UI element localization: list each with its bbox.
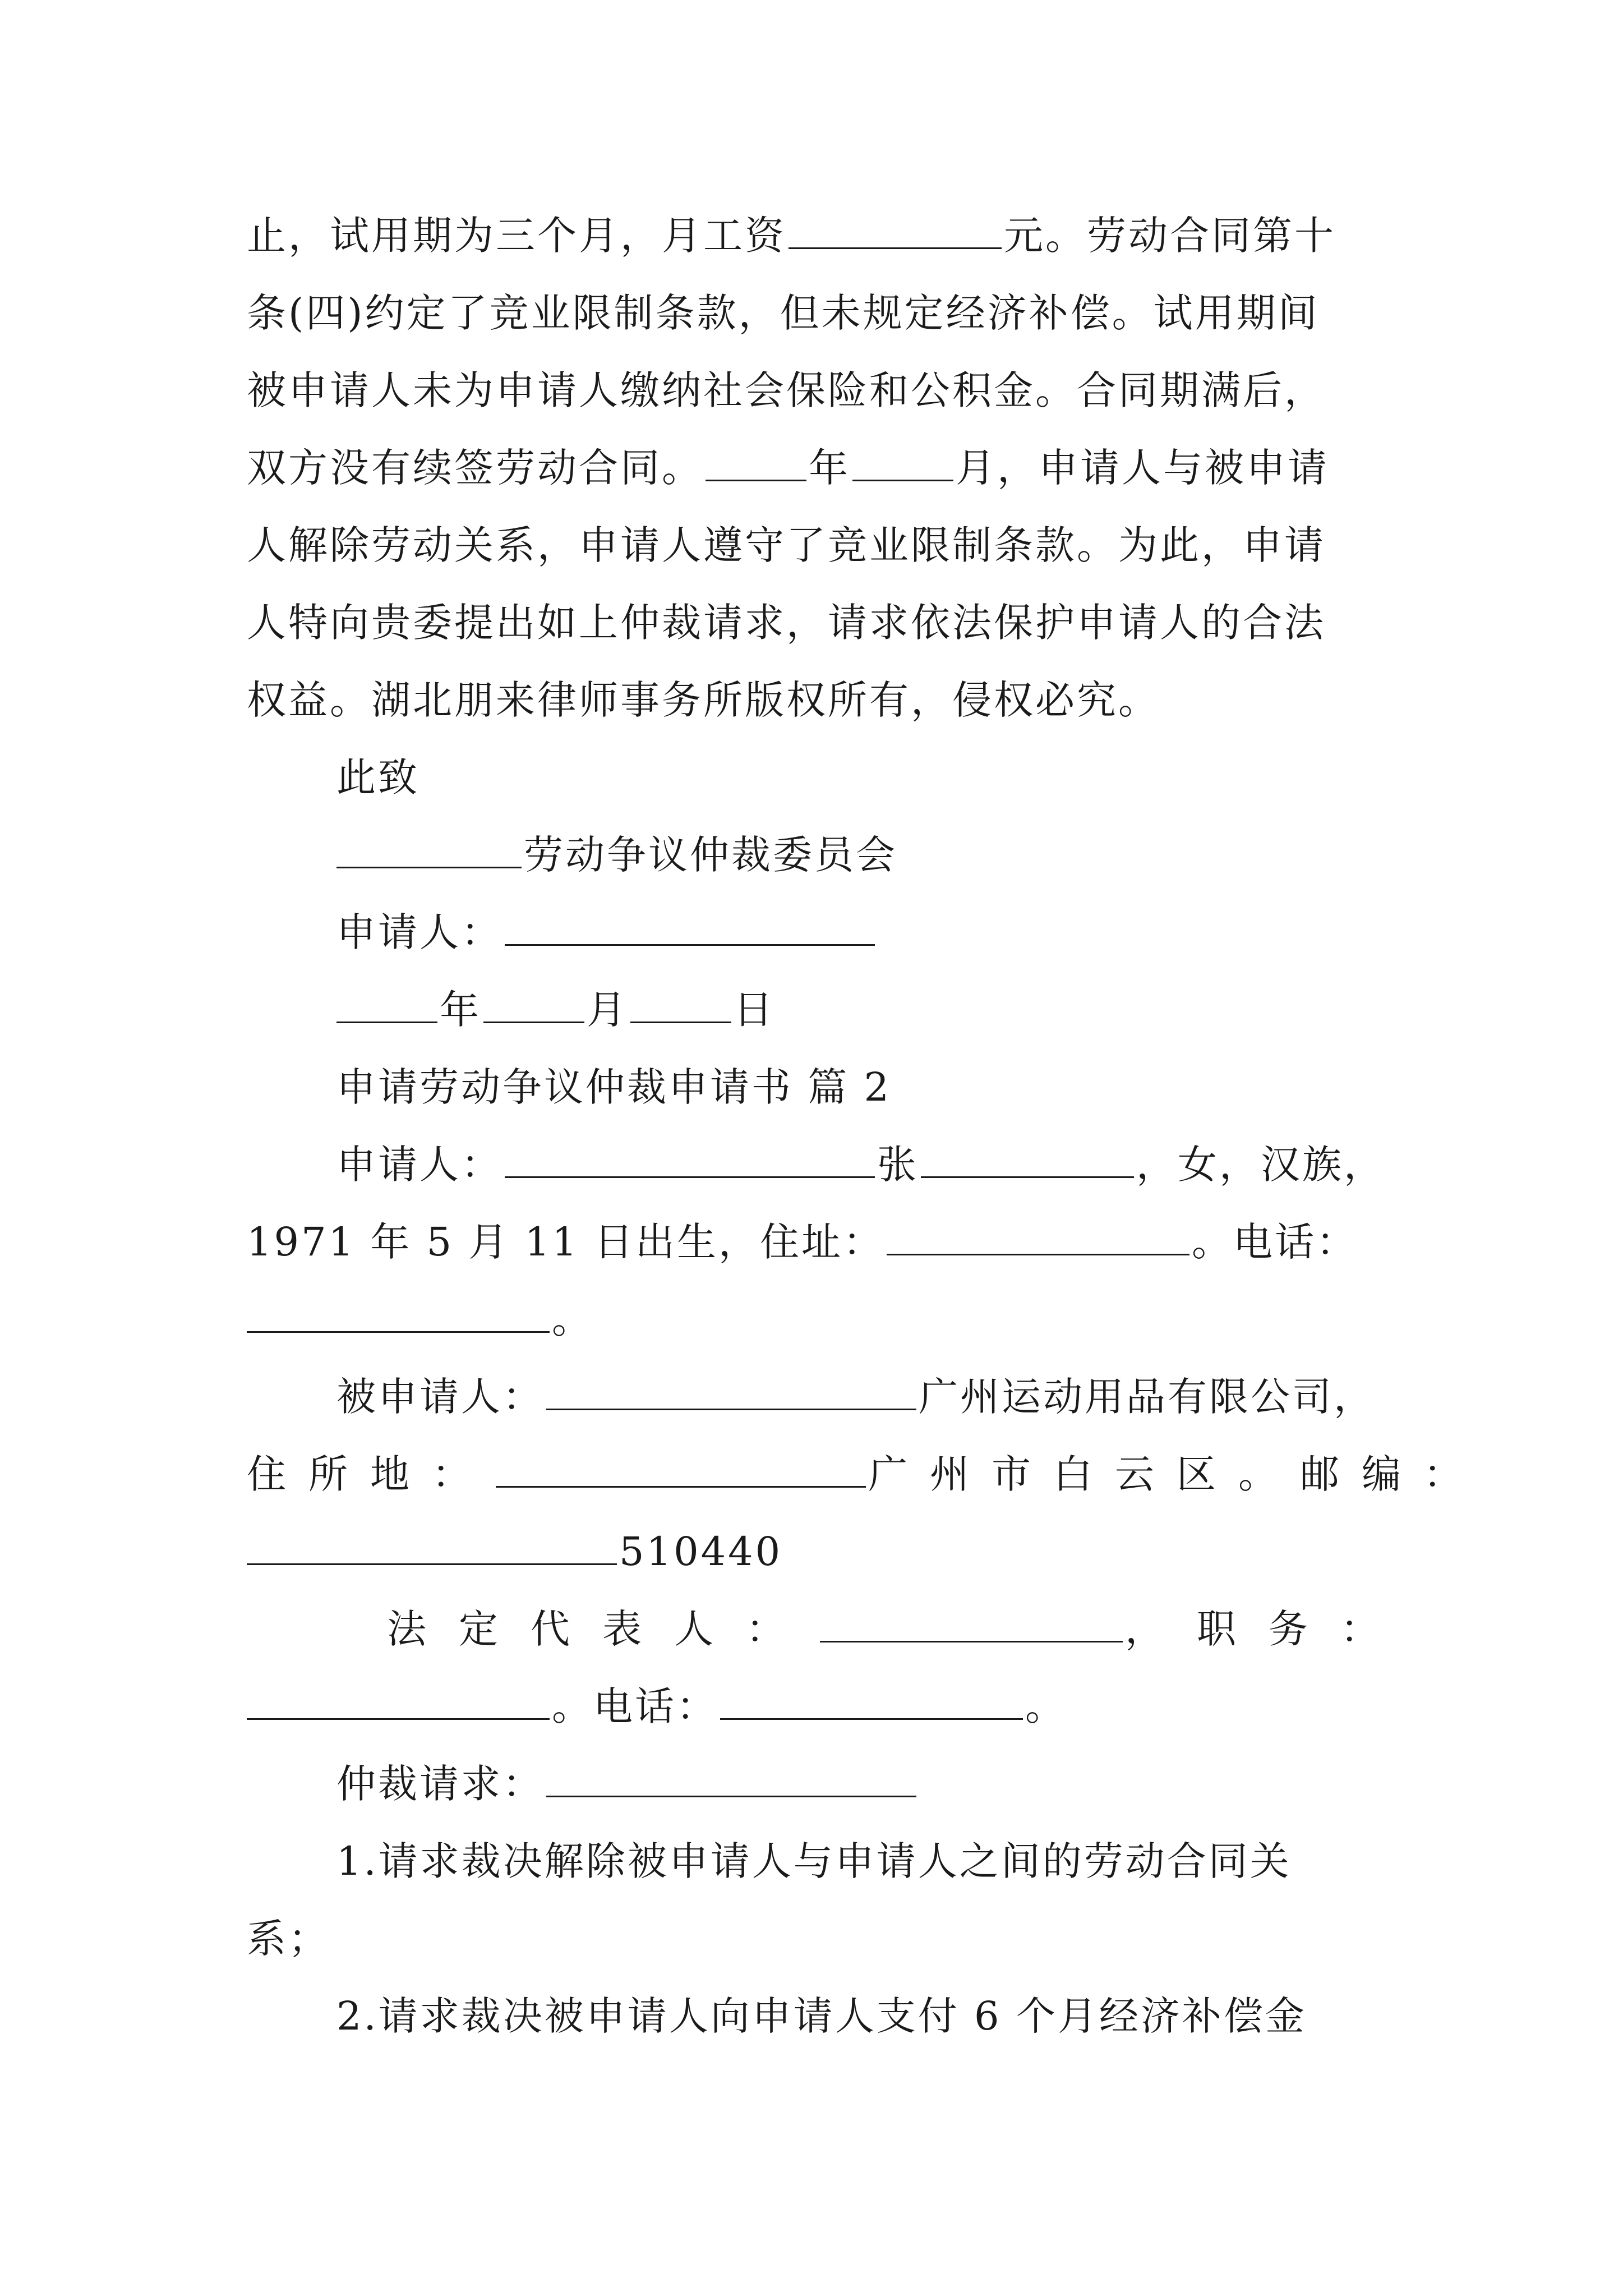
fill-blank [546,1761,916,1797]
fill-blank [852,445,953,481]
text-segment: 510440 [619,1529,783,1575]
text-segment: 劳动争议仲裁委员会 [524,832,897,878]
text-segment: 广州运动用品有限公司， [919,1374,1375,1420]
text-segment: 仲裁请求： [336,1761,544,1807]
fill-blank [887,1219,1189,1255]
text-segment: 。电话： [552,1683,718,1729]
fill-blank [820,1606,1123,1642]
claim-item [336,1833,1292,1889]
text-segment: 月 [587,987,628,1033]
text-line [336,1756,919,1812]
text-segment: 年 [809,445,850,491]
text-segment: 2.请求裁决被申请人向申请人支付 6 个月经济补偿金 [336,1993,1307,2039]
text-segment: 月，申请人与被申请 [956,445,1329,491]
text-segment: 申请人： [336,909,502,955]
text-segment: 申请劳动争议仲裁申请书 篇 2 [336,1064,892,1110]
fill-blank [247,1529,617,1565]
fill-blank [546,1374,916,1410]
fill-blank [630,987,731,1023]
fill-blank [483,987,584,1023]
fill-blank [336,832,522,868]
text-segment: 日 [734,987,775,1033]
text-segment: 人解除劳动关系，申请人遵守了竞业限制条款。为此，申请 [247,522,1326,568]
text-line [247,1214,1358,1270]
text-line [387,1601,1412,1657]
text-segment: 年 [440,987,481,1033]
fill-blank [247,1683,550,1720]
text-segment: 双方没有续签劳动合同。 [247,445,703,491]
date-line [336,982,775,1038]
text-segment: 。 [552,1296,593,1342]
salutation [336,749,419,806]
fill-blank [247,1296,550,1333]
text-line [247,208,1336,264]
text-segment: ，职务： [1125,1606,1412,1652]
fill-blank [789,213,1002,249]
text-segment: ，女，汉族， [1136,1142,1385,1188]
fill-blank [496,1451,866,1488]
text-segment: 权益。湖北朋来律师事务所版权所有，侵权必究。 [247,677,1160,723]
section-title [336,1059,891,1115]
text-segment: 住所地： [247,1451,494,1497]
claim-item-continued [247,1911,330,1967]
fill-blank [505,1142,875,1178]
text-segment: 元。劳动合同第十 [1004,213,1336,259]
text-segment: 1.请求裁决解除被申请人与申请人之间的劳动合同关 [336,1838,1292,1884]
fill-blank [505,909,875,946]
text-segment: 法定代表人： [387,1606,818,1652]
text-segment: 被申请人： [336,1374,544,1420]
text-line [247,362,1326,418]
signature-line [336,904,877,960]
text-line [247,1524,782,1580]
claim-item [336,1988,1307,2044]
text-segment: 止，试用期为三个月，月工资 [247,213,786,259]
text-segment: 张 [877,1142,919,1188]
text-segment: 人特向贵委提出如上仲裁请求，请求依法保护申请人的合法 [247,600,1326,646]
text-segment: 广州市白云区。邮编： [868,1451,1485,1497]
text-segment: 此致 [336,754,419,800]
fill-blank [706,445,806,481]
committee-line [336,827,897,883]
text-line [247,1678,1067,1734]
fill-blank [720,1683,1023,1720]
text-line [247,595,1326,651]
text-segment: 。电话： [1192,1219,1358,1265]
text-segment: 系； [247,1916,330,1962]
text-segment: 被申请人未为申请人缴纳社会保险和公积金。合同期满后， [247,367,1326,413]
text-line [336,1369,1375,1425]
text-line [247,1291,593,1347]
text-segment: 条(四)约定了竞业限制条款，但未规定经济补偿。试用期间 [247,290,1320,336]
text-line [247,672,1160,728]
text-line [247,517,1326,573]
text-line [247,285,1320,341]
text-line [247,440,1329,496]
text-line [336,1137,1385,1193]
text-line [247,1446,1485,1502]
text-segment: 申请人： [336,1142,502,1188]
text-segment: 1971 年 5 月 11 日出生，住址： [247,1219,885,1265]
fill-blank [921,1142,1134,1178]
text-segment: 。 [1025,1683,1067,1729]
fill-blank [336,987,437,1023]
